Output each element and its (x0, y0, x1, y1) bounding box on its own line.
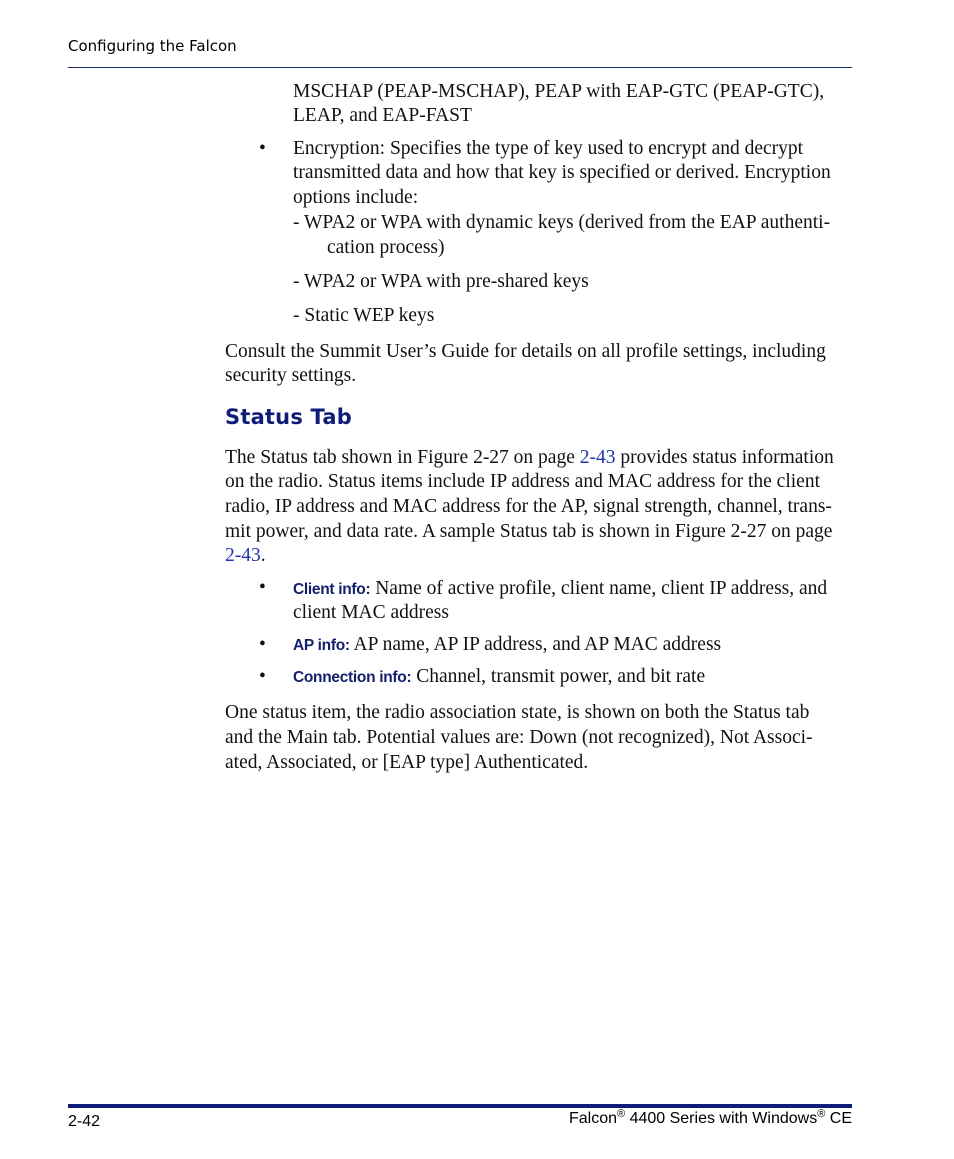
footer-rule (68, 1104, 852, 1108)
bullet-marker: • (259, 634, 266, 655)
connection-info-line (293, 665, 705, 691)
ap-info-text: AP name, AP IP address, and AP MAC address (349, 634, 722, 655)
registered-mark: ® (817, 1108, 826, 1120)
intro-line-4: mit power, and data rate. A sample Status tab is shown in Figure 2-27 on page (225, 521, 833, 542)
closing-line-2: and the Main tab. Potential values are: Down (not recognized), Not Associ- (225, 727, 813, 748)
connection-info-label: Connection info: (293, 669, 412, 686)
bullet-marker: • (259, 666, 266, 687)
footer-title-part3: CE (825, 1110, 852, 1127)
running-header: Configuring the Falcon (68, 37, 237, 55)
intro-line-1-start: The Status tab shown in Figure 2-27 on page (225, 447, 580, 468)
intro-line-1 (225, 446, 834, 471)
registered-mark: ® (617, 1108, 626, 1120)
continuation-line-2: LEAP, and EAP-FAST (293, 105, 472, 126)
footer-title-part2: 4400 Series with Windows (625, 1110, 818, 1127)
client-info-line-2: client MAC address (293, 602, 449, 623)
encryption-option-dynamic-cont: cation process) (327, 237, 445, 258)
ap-info-line (293, 633, 721, 659)
footer-title-part1: Falcon (568, 1110, 618, 1127)
footer-title (569, 1110, 852, 1128)
intro-line-3: radio, IP address and MAC address for the AP, signal strength, channel, trans- (225, 496, 832, 517)
encryption-line-2: transmitted data and how that key is specified or derived. Encryption (293, 162, 831, 183)
closing-line-3: ated, Associated, or [EAP type] Authenticated. (225, 752, 589, 773)
consult-line-1: Consult the Summit User’s Guide for details on all profile settings, including (225, 341, 826, 362)
encryption-option-dynamic: - WPA2 or WPA with dynamic keys (derived from the EAP authenti- (293, 212, 831, 233)
closing-line-1: One status item, the radio association state, is shown on both the Status tab (225, 702, 810, 723)
encryption-option-wep: - Static WEP keys (293, 305, 435, 326)
intro-line-2: on the radio. Status items include IP address and MAC address for the client (225, 471, 820, 492)
intro-line-5 (225, 544, 266, 569)
client-info-text: Name of active profile, client name, client IP address, and (370, 578, 828, 599)
header-rule (68, 67, 852, 68)
intro-line-1-end: provides status information (615, 447, 834, 468)
consult-line-2: security settings. (225, 365, 357, 386)
ap-info-label: AP info: (293, 637, 350, 654)
client-info-line-1 (293, 577, 827, 603)
client-info-label: Client info: (293, 581, 371, 598)
encryption-line-3: options include: (293, 187, 419, 208)
page-link-2-43-second[interactable]: 2-43 (225, 545, 261, 566)
page-number: 2-42 (68, 1113, 101, 1130)
bullet-marker: • (259, 138, 266, 159)
page-link-2-43[interactable]: 2-43 (579, 447, 616, 468)
encryption-line-1: Encryption: Specifies the type of key used to encrypt and decrypt (293, 138, 804, 159)
intro-line-5-end: . (260, 545, 266, 566)
section-heading: Status Tab (225, 405, 352, 429)
connection-info-text: Channel, transmit power, and bit rate (411, 666, 706, 687)
encryption-option-psk: - WPA2 or WPA with pre-shared keys (293, 271, 589, 292)
bullet-marker: • (259, 577, 266, 598)
continuation-line-1: MSCHAP (PEAP-MSCHAP), PEAP with EAP-GTC (PEAP-GTC), (293, 81, 825, 102)
